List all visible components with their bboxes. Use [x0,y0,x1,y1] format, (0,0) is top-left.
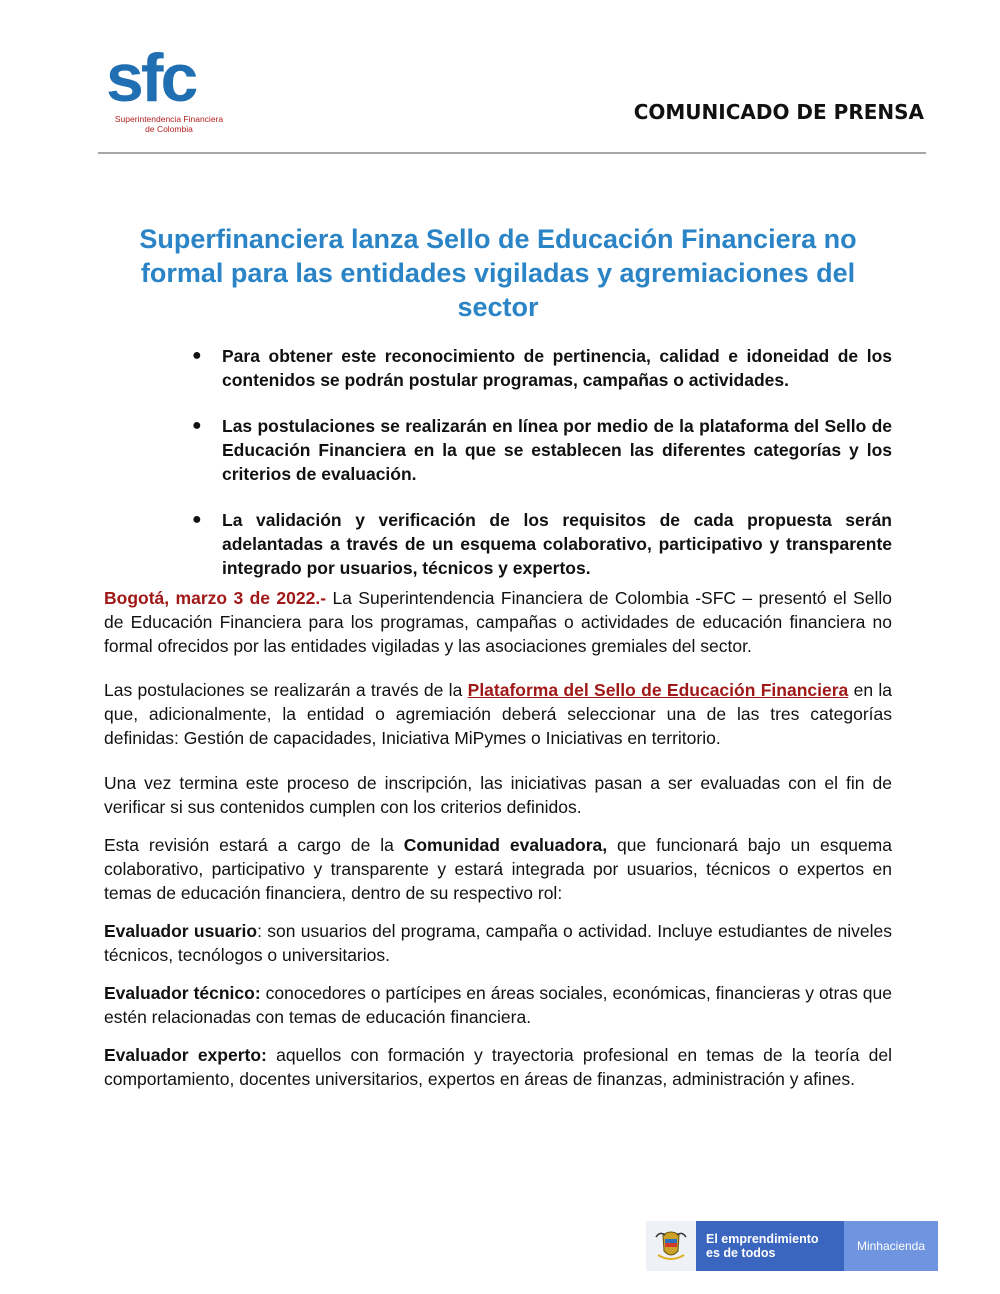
paragraph-community [104,833,892,905]
ministry-label: Minhacienda [844,1221,938,1271]
bullet-text: Para obtener este reconocimiento de pertinencia, calidad e idoneidad de los contenidos se podrán postular programas, campañas o actividades. [222,346,892,390]
paragraph-text: Esta revisión estará a cargo de la [104,835,404,855]
platform-link[interactable]: Plataforma del Sello de Educación Financiera [467,680,849,700]
paragraph-postulaciones [104,678,892,750]
slogan-line-1: El emprendimiento [706,1232,819,1246]
list-item [192,344,892,392]
bullet-dot-icon: ● [192,347,202,364]
paragraph-intro [104,586,892,658]
bullet-text: La validación y verificación de los requisitos de cada propuesta serán adelantadas a través de un esquema colaborativo, participativo y transparente integrado por usuarios, técnicos y expertos. [222,510,892,578]
colombia-coat-of-arms-icon [646,1221,696,1271]
paragraph-text: conocedores o partícipes en áreas sociales, económicas, financieras y otras que estén relacionadas con temas de educación financiera. [104,983,893,1027]
paragraph-evaluation: Una vez termina este proceso de inscripción, las iniciativas pasan a ser evaluadas con el fin de verificar si sus contenidos cumplen con los criterios definidos. [104,773,892,817]
logo-subtitle-line-1: Superintendencia Financiera [114,114,224,124]
paragraph-text: La Superintendencia Financiera de Colombia -SFC – presentó el Sello de Educación Financiera para los programas, campañas o actividades de educación financiera no formal ofrecidos por las entidades vigiladas y las asociaciones gremiales del sector. [104,588,892,656]
paragraph-text: que funcionará bajo un esquema colaborativo, participativo y transparente y estará integrada por usuarios, técnicos o expertos en temas de educación financiera, dentro de su respectivo rol: [104,835,892,903]
page-title: Superfinanciera lanza Sello de Educación Financiera no formal para las entidades vigiladas y agremiaciones del sector [139,224,857,322]
list-item [192,414,892,486]
bold-term: Comunidad evaluadora, [403,835,608,855]
bold-term: Evaluador técnico: [104,983,261,1003]
bold-term: Evaluador usuario [104,921,258,941]
article-body [104,586,892,1091]
government-banner [646,1221,938,1271]
paragraph-text: Las postulaciones se realizarán a través de la [104,680,468,700]
dateline: Bogotá, marzo 3 de 2022.- [104,588,327,608]
logo-mark: sfc [106,40,196,116]
paragraph-text: : son usuarios del programa, campaña o actividad. Incluye estudiantes de niveles técnicos, tecnólogos o universitarios. [104,921,892,965]
highlights-list [192,344,892,602]
list-item [192,508,892,580]
paragraph-text: aquellos con formación y trayectoria profesional en temas de la teoría del comportamiento, docentes universitarios, expertos en áreas de finanzas, administración y afines. [104,1045,892,1089]
paragraph-user-evaluator [104,919,892,967]
paragraph-text: en la que, adicionalmente, la entidad o agremiación deberá seleccionar una de las tres categorías definidas: Gestión de capacidades, Iniciativa MiPymes o Iniciativas en territorio. [104,680,893,748]
bullet-dot-icon: ● [192,417,202,434]
bullet-dot-icon: ● [192,511,202,528]
slogan-line-2: es de todos [706,1246,776,1260]
sfc-logo [106,40,232,140]
press-release-label: COMUNICADO DE PRENSA [633,100,924,124]
paragraph-technical-evaluator [104,981,892,1029]
bullet-text: Las postulaciones se realizarán en línea por medio de la plataforma del Sello de Educación Financiera en la que se establecen las diferentes categorías y los criterios de evaluación. [222,416,892,484]
bold-term: Evaluador experto: [104,1045,267,1065]
paragraph-expert-evaluator [104,1043,892,1091]
logo-subtitle [110,114,228,134]
logo-subtitle-line-2: de Colombia [145,124,193,134]
header-divider [98,152,926,154]
